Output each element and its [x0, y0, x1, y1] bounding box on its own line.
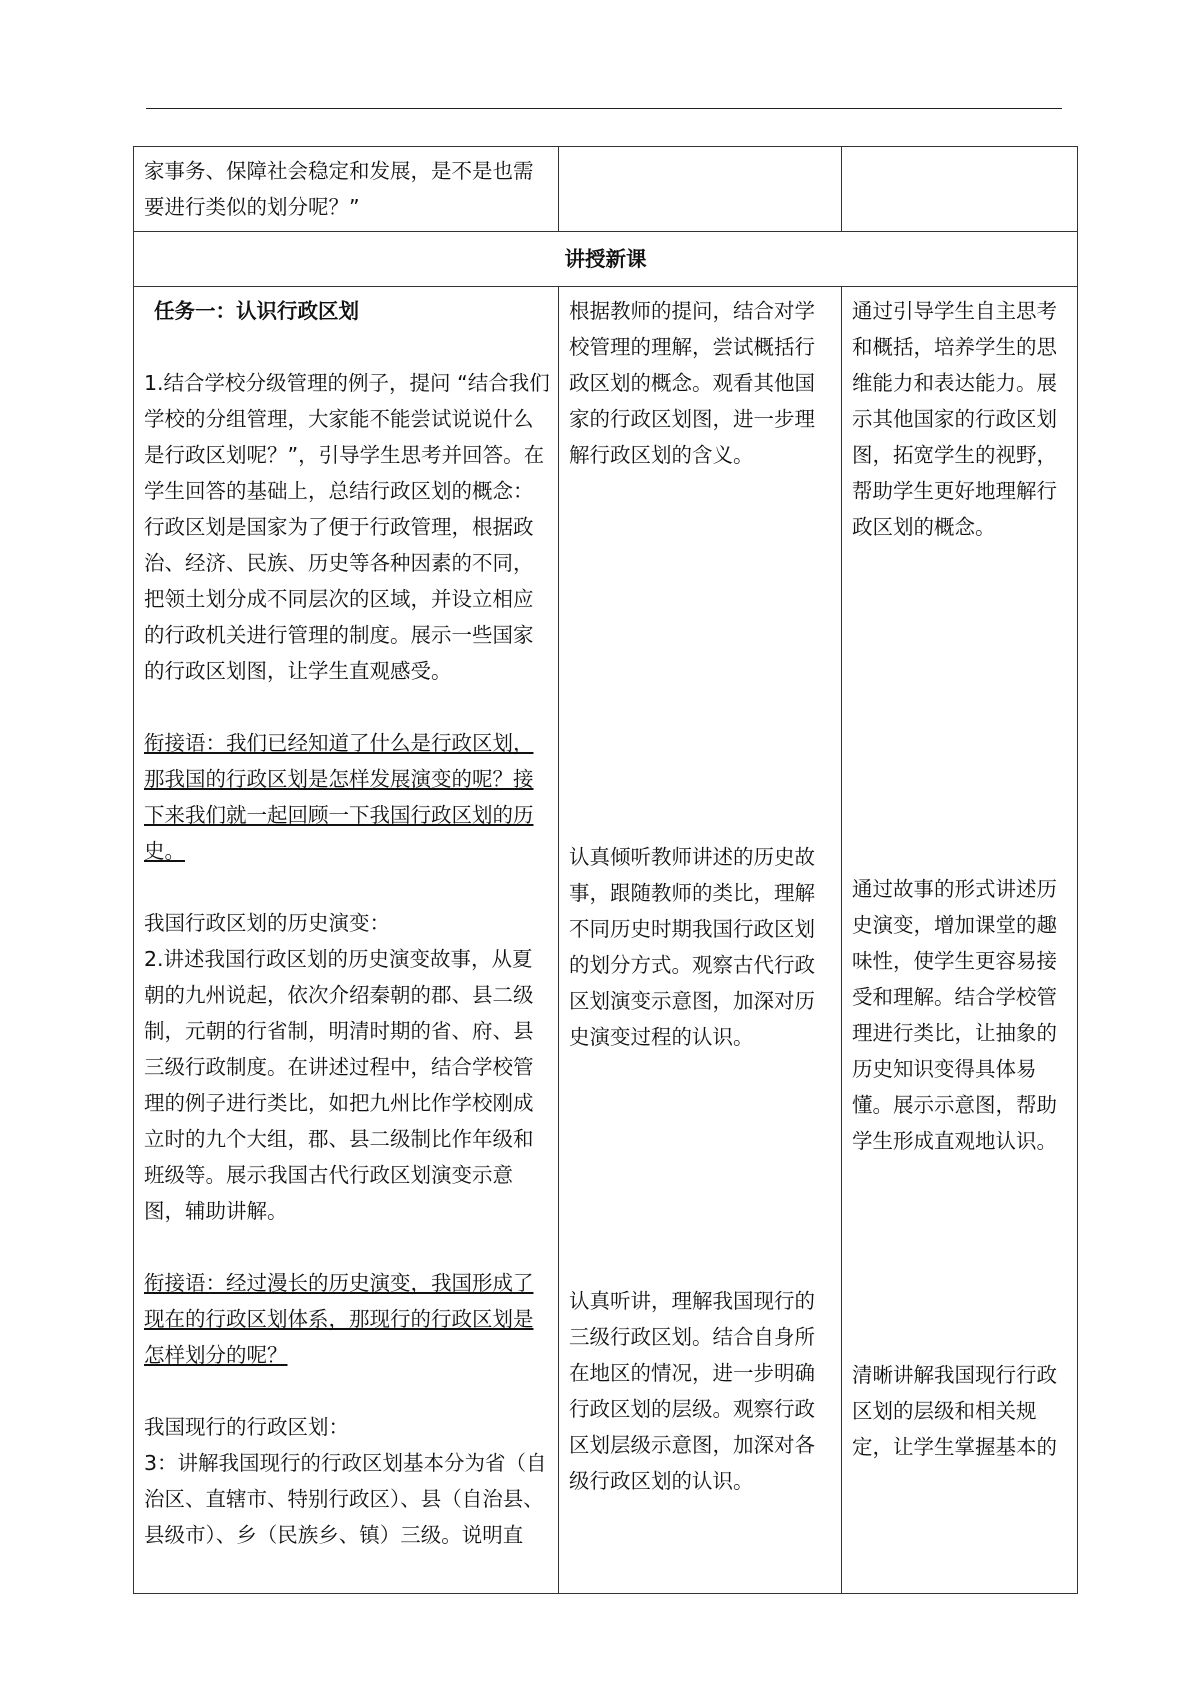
section-title: 讲授新课	[134, 232, 1078, 287]
table-row-section	[134, 232, 1078, 287]
transition-text-2: 衔接语：经过漫长的历史演变，我国形成了现在的行政区划体系，那现行的行政区划是怎样划分的呢？	[144, 1271, 534, 1367]
intro-intent-cell	[842, 147, 1078, 232]
teacher-paragraph-3: 3：讲解我国现行的行政区划基本分为省（自治区、直辖市、特别行政区）、县（自治县、县级市）、乡（民族乡、镇）三级。说明直	[144, 1451, 547, 1547]
design-intent-cell	[842, 287, 1078, 1594]
design-intent-2: 通过故事的形式讲述历史演变，增加课堂的趣味性，使学生更容易接受和理解。结合学校管理进行类比，让抽象的历史知识变得具体易懂。展示示意图，帮助学生形成直观地认识。	[852, 877, 1057, 1153]
design-intent-1: 通过引导学生自主思考和概括，培养学生的思维能力和表达能力。展示其他国家的行政区划图，拓宽学生的视野，帮助学生更好地理解行政区划的概念。	[852, 299, 1057, 539]
student-activity-1: 根据教师的提问，结合对学校管理的理解，尝试概括行政区划的概念。观看其他国家的行政区划图，进一步理解行政区划的含义。	[569, 299, 815, 467]
teacher-activity-cell	[134, 287, 559, 1594]
intro-teacher-cell: 家事务、保障社会稳定和发展，是不是也需要进行类似的划分呢？”	[134, 147, 559, 232]
design-intent-3: 清晰讲解我国现行行政区划的层级和相关规定，让学生掌握基本的	[852, 1363, 1057, 1459]
table-row-main	[134, 287, 1078, 1594]
task-title: 任务一：认识行政区划	[154, 299, 359, 323]
intro-student-cell	[559, 147, 842, 232]
student-activity-2: 认真倾听教师讲述的历史故事，跟随教师的类比，理解不同历史时期我国行政区划的划分方式。观察古代行政区划演变示意图，加深对历史演变过程的认识。	[569, 845, 815, 1049]
teacher-paragraph-2: 2.讲述我国行政区划的历史演变故事，从夏朝的九州说起，依次介绍秦朝的郡、县二级制，元朝的行省制，明清时期的省、府、县三级行政制度。在讲述过程中，结合学校管理的例子进行类比，如把九州比作学校刚成立时的九个大组，郡、县二级制比作年级和班级等。展示我国古代行政区划演变示意图，辅助讲解。	[144, 947, 534, 1223]
table-row-intro	[134, 147, 1078, 232]
student-activity-cell	[559, 287, 842, 1594]
student-activity-3: 认真听讲，理解我国现行的三级行政区划。结合自身所在地区的情况，进一步明确行政区划的层级。观察行政区划层级示意图，加深对各级行政区划的认识。	[569, 1289, 815, 1493]
current-heading: 我国现行的行政区划：	[144, 1415, 349, 1439]
transition-text-1: 衔接语：我们已经知道了什么是行政区划，那我国的行政区划是怎样发展演变的呢？接下来我们就一起回顾一下我国行政区划的历史。	[144, 731, 534, 863]
teacher-paragraph-1: 1.结合学校分级管理的例子，提问 “结合我们学校的分组管理，大家能不能尝试说说什么是行政区划呢？”，引导学生思考并回答。在学生回答的基础上，总结行政区划的概念：行政区划是国家为了便于行政管理，根据政治、经济、民族、历史等各种因素的不同，把领土划分成不同层次的区域，并设立相应的行政机关进行管理的制度。展示一些国家的行政区划图，让学生直观感受。	[144, 371, 550, 683]
header-rule	[146, 108, 1062, 109]
history-heading: 我国行政区划的历史演变：	[144, 911, 390, 935]
lesson-plan-table	[133, 146, 1078, 1594]
